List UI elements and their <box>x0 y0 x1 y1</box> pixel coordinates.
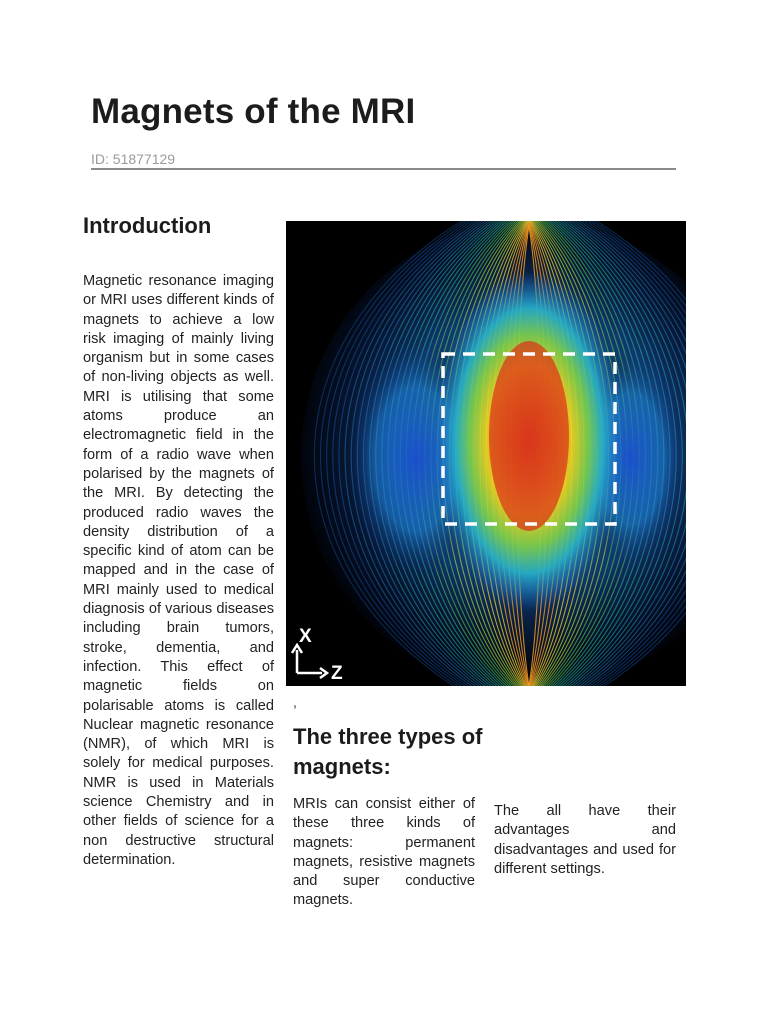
magnet-types-heading: The three types of magnets: <box>293 724 483 779</box>
magnet-types-paragraph: MRIs can consist either of these three kinds of magnets: permanent magnets, resistive magnets and super conductive magnets. <box>293 796 475 909</box>
axis-z-label: Z <box>331 663 343 684</box>
introduction-heading: Introduction <box>83 213 212 238</box>
magnetic-field-illustration <box>286 221 686 686</box>
figure-caption-mark: , <box>293 694 297 710</box>
document-id: ID: 51877129 <box>91 151 676 170</box>
document-title: Magnets of the MRI <box>91 92 416 131</box>
introduction-paragraph: Magnetic resonance imaging or MRI uses different kinds of magnets to achieve a low risk imaging of mainly living organism but in some cases of non-living objects as well. MRI is utilising that some atoms produce an electromagnetic field in the form of a radio wave when polarised by the magnets of the MRI. By detecting the produced radio waves the density distribution of a specific kind of atom can be mapped and in the case of MRI mainly used to medical diagnosis of various diseases including brain tumors, stroke, dementia, and infection. This effect of magnetic fields on polarisable atoms is called Nuclear magnetic resonance (NMR), of which MRI is solely for medical purposes. NMR is used in Materials science Chemistry and in other fields of science for a non destructive structural determination. <box>83 273 274 868</box>
magnet-types-note: The all have their advantages and disadvantages and used for different settings. <box>494 803 676 877</box>
magnetic-field-figure <box>286 221 686 686</box>
axis-x-label: X <box>299 626 312 647</box>
